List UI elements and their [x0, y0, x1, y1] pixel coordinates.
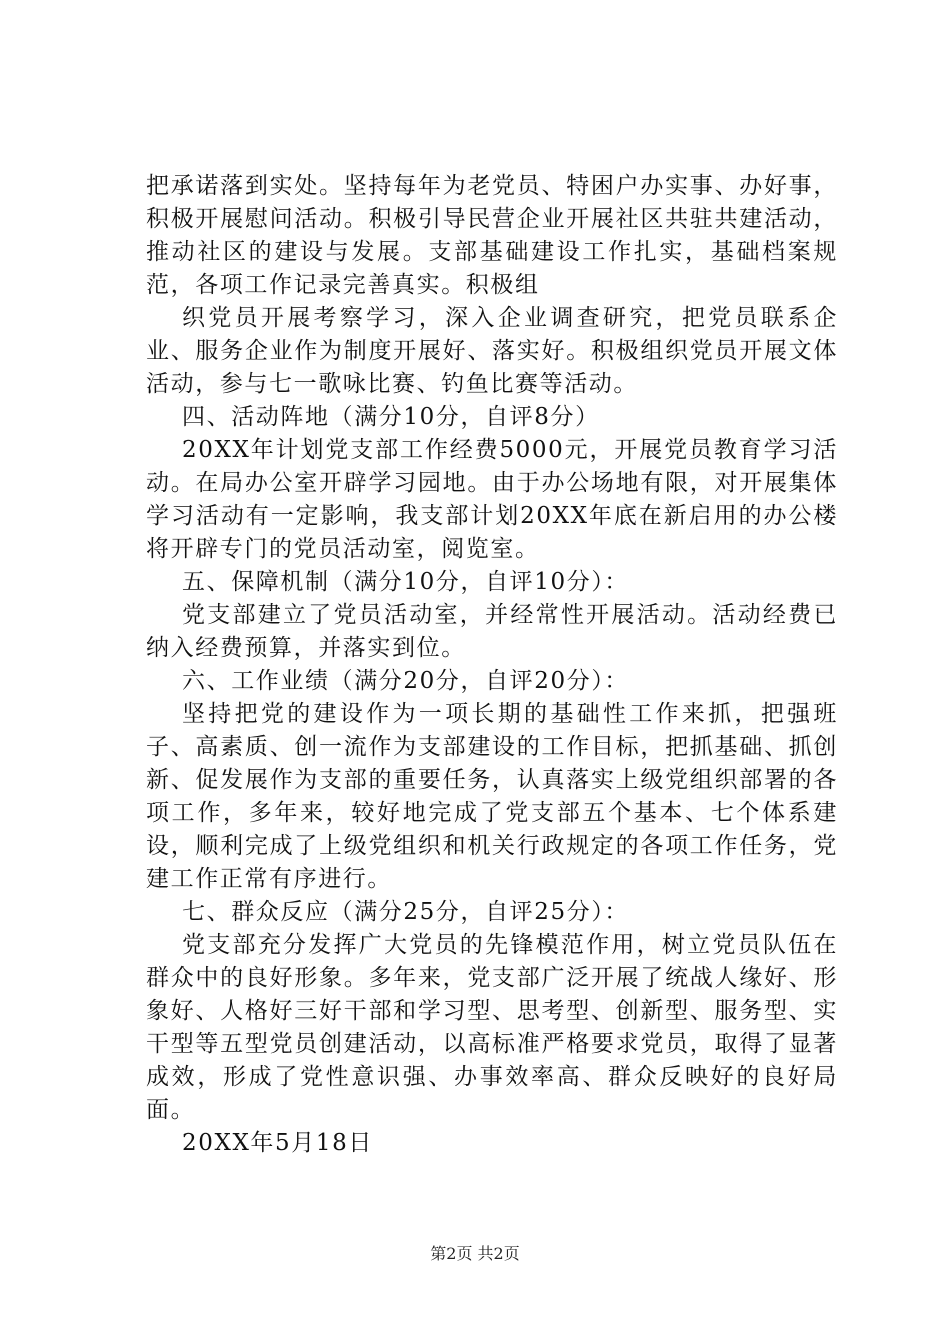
document-date: 20XX年5月18日 — [182, 1130, 373, 1156]
page-number: 第2页 共2页 — [430, 1244, 520, 1263]
page-footer — [0, 1244, 950, 1264]
paragraph-activity-venue: 20XX年计划党支部工作经费5000元，开展党员教育学习活动。在局办公室开辟学习园地。由于办公场地有限，对开展集体学习活动有一定影响，我支部计划20XX年底在新启用的办公楼将开辟专门的党员活动室，阅览室。 — [146, 437, 838, 562]
section-heading-work-performance: 六、工作业绩（满分20分，自评20分）： — [182, 668, 630, 694]
document-body — [146, 170, 838, 1160]
paragraph-guarantee-mechanism: 党支部建立了党员活动室，并经常性开展活动。活动经费已纳入经费预算，并落实到位。 — [146, 602, 838, 661]
paragraph-continuation: 把承诺落到实处。坚持每年为老党员、特困户办实事、办好事，积极开展慰问活动。积极引导民营企业开展社区共驻共建活动，推动社区的建设与发展。支部基础建设工作扎实，基础档案规范，各项工作记录完善真实。积极组 — [146, 173, 838, 298]
section-heading-activity-venue: 四、活动阵地（满分10分，自评8分） — [182, 404, 600, 430]
paragraph-work-performance: 坚持把党的建设作为一项长期的基础性工作来抓，把强班子、高素质、创一流作为支部建设的工作目标，把抓基础、抓创新、促发展作为支部的重要任务，认真落实上级党组织部署的各项工作，多年来，较好地完成了党支部五个基本、七个体系建设，顺利完成了上级党组织和机关行政规定的各项工作任务，党建工作正常有序进行。 — [146, 701, 838, 892]
section-heading-guarantee-mechanism: 五、保障机制（满分10分，自评10分）： — [182, 569, 630, 595]
section-heading-public-response: 七、群众反应（满分25分，自评25分）： — [182, 899, 630, 925]
paragraph-organize-study: 织党员开展考察学习，深入企业调查研究，把党员联系企业、服务企业作为制度开展好、落实好。积极组织党员开展文体活动，参与七一歌咏比赛、钓鱼比赛等活动。 — [146, 305, 838, 397]
paragraph-public-response: 党支部充分发挥广大党员的先锋模范作用，树立党员队伍在群众中的良好形象。多年来，党支部广泛开展了统战人缘好、形象好、人格好三好干部和学习型、思考型、创新型、服务型、实干型等五型党员创建活动，以高标准严格要求党员，取得了显著成效，形成了党性意识强、办事效率高、群众反映好的良好局面。 — [146, 932, 838, 1123]
